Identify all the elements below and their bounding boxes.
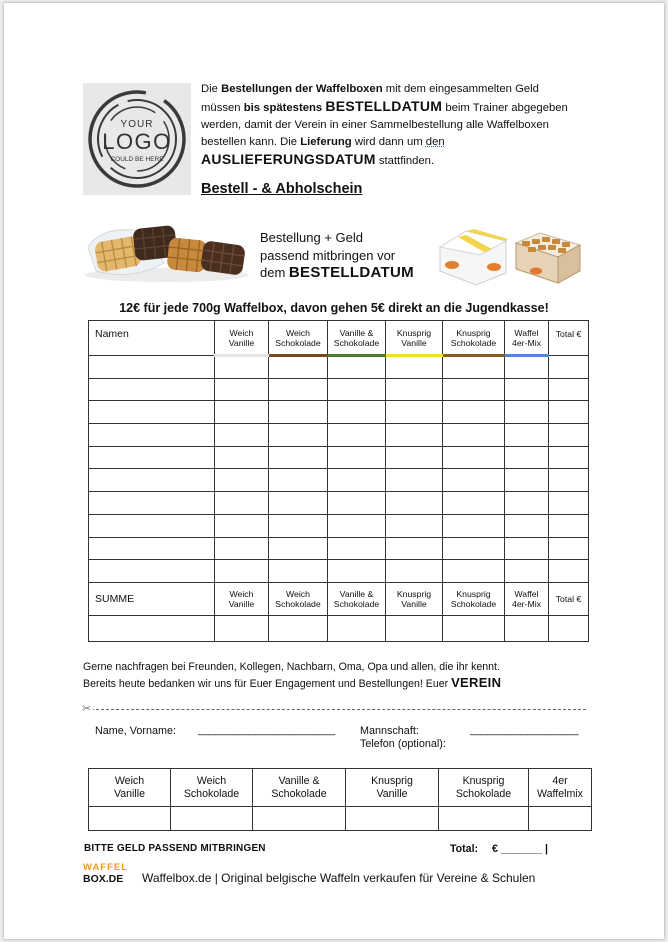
column-header-line1: Weich <box>229 588 254 599</box>
order-name-cell[interactable] <box>89 401 215 424</box>
order-qty-cell[interactable] <box>386 514 443 537</box>
order-qty-cell[interactable] <box>269 560 328 583</box>
thanks-paragraph <box>83 659 501 692</box>
slip-column-header <box>346 769 439 807</box>
order-qty-cell[interactable] <box>269 401 328 424</box>
order-qty-cell[interactable] <box>443 537 505 560</box>
intro-bold: Bestellungen der Waffelboxen <box>221 83 383 95</box>
slip-column-header <box>529 769 592 807</box>
column-header <box>505 321 549 356</box>
names-header: Namen <box>89 321 215 356</box>
slip-input-row <box>89 807 592 831</box>
order-qty-cell[interactable] <box>328 446 386 469</box>
column-header-line1: Knusprig <box>456 327 491 338</box>
column-header <box>549 582 589 615</box>
column-header-line1: Weich <box>286 327 310 338</box>
order-qty-cell[interactable] <box>215 401 269 424</box>
sum-cell[interactable] <box>443 615 505 641</box>
waffle-boxes-photo <box>436 225 582 287</box>
logo-placeholder <box>83 83 191 195</box>
column-header-line1: Knusprig <box>396 327 432 338</box>
brand-logo-top: WAFFEL <box>83 862 129 873</box>
column-header-line2: Vanille <box>401 598 427 609</box>
order-qty-cell[interactable] <box>386 378 443 401</box>
slip-column-header-line2: Waffelmix <box>537 787 583 800</box>
column-header-line1: Weich <box>286 588 310 599</box>
order-qty-cell[interactable] <box>386 424 443 447</box>
order-qty-cell[interactable] <box>443 446 505 469</box>
slip-cell[interactable] <box>253 807 346 831</box>
slip-column-header-line1: 4er <box>552 775 568 787</box>
brand-logo <box>83 863 131 889</box>
order-qty-cell[interactable] <box>549 401 589 424</box>
bring-line: passend mitbringen vor <box>260 247 396 263</box>
document-page <box>4 3 664 939</box>
order-qty-cell[interactable] <box>386 537 443 560</box>
column-header-line1: Vanille & <box>339 588 374 599</box>
column-header-line1: Knusprig <box>456 588 491 599</box>
slip-column-header-line1: Vanille & <box>278 775 320 787</box>
order-qty-cell[interactable] <box>215 560 269 583</box>
intro-paragraph <box>201 81 601 170</box>
logo-ring-graphic <box>83 83 191 195</box>
order-qty-cell[interactable] <box>386 356 443 379</box>
footer-tagline: Waffelbox.de | Original belgische Waffeln verkaufen für Vereine & Schulen <box>142 871 536 885</box>
order-qty-cell[interactable] <box>549 514 589 537</box>
order-qty-cell[interactable] <box>505 560 549 583</box>
order-row <box>89 446 589 469</box>
sum-header-row <box>89 582 589 615</box>
slip-cell[interactable] <box>171 807 253 831</box>
column-header-line2: Vanille <box>228 337 255 348</box>
sum-cell[interactable] <box>328 615 386 641</box>
order-row <box>89 560 589 583</box>
order-qty-cell[interactable] <box>505 424 549 447</box>
name-label: Name, Vorname: <box>95 725 177 737</box>
slip-column-header <box>89 769 171 807</box>
slip-header-row <box>89 769 592 807</box>
order-qty-cell[interactable] <box>549 446 589 469</box>
intro-text: beim Trainer abgegeben <box>442 102 568 114</box>
slip-column-header-line2: Vanille <box>376 787 408 800</box>
team-label: Mannschaft: <box>360 725 419 737</box>
column-header <box>328 582 386 615</box>
order-qty-cell[interactable] <box>215 514 269 537</box>
order-qty-cell[interactable] <box>505 537 549 560</box>
delivery-date-placeholder: AUSLIEFERUNGSDATUM <box>201 151 376 167</box>
order-rows <box>89 356 589 583</box>
total-label: Total: <box>450 843 479 855</box>
order-qty-cell[interactable] <box>505 378 549 401</box>
scissors-icon: ✂ <box>82 703 92 715</box>
order-qty-cell[interactable] <box>505 356 549 379</box>
order-qty-cell[interactable] <box>549 537 589 560</box>
order-qty-cell[interactable] <box>269 537 328 560</box>
order-qty-cell[interactable] <box>328 356 386 379</box>
intro-text: mit dem eingesammelten Geld <box>382 83 539 95</box>
column-header-line1: Total € <box>555 593 582 604</box>
column-header-line2: 4er-Mix <box>512 337 541 348</box>
phone-label: Telefon (optional): <box>360 738 446 750</box>
slip-column-header-line2: Schokolade <box>271 787 327 800</box>
name-field[interactable]: ________________________ <box>198 724 335 736</box>
slip-order-table <box>88 768 592 831</box>
column-header <box>386 321 443 356</box>
order-row <box>89 356 589 379</box>
sum-cell[interactable] <box>386 615 443 641</box>
bring-line: Bestellung + Geld <box>260 230 363 245</box>
order-name-cell[interactable] <box>89 537 215 560</box>
column-header-line2: Schokolade <box>333 598 380 609</box>
pay-exact-note: BITTE GELD PASSEND MITBRINGEN <box>84 843 266 854</box>
intro-text: stattfinden. <box>375 155 435 167</box>
logo-text-top: YOUR <box>120 119 154 130</box>
order-qty-cell[interactable] <box>215 446 269 469</box>
bring-line: dem <box>260 265 289 280</box>
order-row <box>89 401 589 424</box>
slip-column-header-line1: Knusprig <box>371 775 413 787</box>
cut-line <box>86 709 586 710</box>
order-qty-cell[interactable] <box>328 514 386 537</box>
total-field[interactable]: € _______ | <box>492 843 548 855</box>
order-qty-cell[interactable] <box>549 356 589 379</box>
column-header-line2: Schokolade <box>450 598 497 609</box>
order-qty-cell[interactable] <box>505 514 549 537</box>
order-qty-cell[interactable] <box>215 424 269 447</box>
order-qty-cell[interactable] <box>215 378 269 401</box>
order-row <box>89 492 589 515</box>
column-header <box>215 321 269 356</box>
sum-cell[interactable] <box>269 615 328 641</box>
order-qty-cell[interactable] <box>549 492 589 515</box>
thanks-line: Bereits heute bedanken wir uns für Euer Engagement und Bestellungen! Euer <box>83 678 452 690</box>
sum-cell[interactable] <box>89 615 215 641</box>
order-row <box>89 514 589 537</box>
logo-text-sub: COULD BE HERE <box>110 156 164 163</box>
waffles-illustration <box>82 217 252 283</box>
order-qty-cell[interactable] <box>443 492 505 515</box>
intro-text-flagged: den <box>425 136 445 148</box>
order-qty-cell[interactable] <box>269 514 328 537</box>
column-header <box>269 321 328 356</box>
order-name-cell[interactable] <box>89 514 215 537</box>
order-qty-cell[interactable] <box>269 424 328 447</box>
logo-text-main: LOGO <box>102 129 172 154</box>
order-qty-cell[interactable] <box>443 560 505 583</box>
column-header-line2: Vanille <box>401 337 427 348</box>
column-header <box>215 582 269 615</box>
slip-column-header-line1: Weich <box>114 775 145 787</box>
order-qty-cell[interactable] <box>328 560 386 583</box>
page-title: Bestell - & Abholschein <box>201 181 363 197</box>
order-qty-cell[interactable] <box>269 378 328 401</box>
order-name-cell[interactable] <box>89 560 215 583</box>
column-header <box>386 582 443 615</box>
column-header-line2: 4er-Mix <box>512 598 541 609</box>
order-row <box>89 424 589 447</box>
order-qty-cell[interactable] <box>386 401 443 424</box>
slip-cell[interactable] <box>346 807 439 831</box>
team-field[interactable]: ___________________ <box>470 724 579 736</box>
order-date-placeholder: BESTELLDATUM <box>288 264 414 281</box>
column-header <box>443 321 505 356</box>
order-row <box>89 469 589 492</box>
order-qty-cell[interactable] <box>328 378 386 401</box>
club-name-placeholder: VEREIN <box>451 675 502 690</box>
order-header-row <box>89 321 589 356</box>
column-header <box>549 321 589 356</box>
order-qty-cell[interactable] <box>443 378 505 401</box>
order-qty-cell[interactable] <box>505 469 549 492</box>
slip-column-header-line2: Schokolade <box>183 787 240 800</box>
order-qty-cell[interactable] <box>269 492 328 515</box>
slip-column-header-line2: Vanille <box>113 787 145 800</box>
intro-bold: bis spätestens <box>243 102 323 114</box>
order-name-cell[interactable] <box>89 469 215 492</box>
sum-cell[interactable] <box>215 615 269 641</box>
order-qty-cell[interactable] <box>328 401 386 424</box>
bring-money-note <box>260 229 414 282</box>
intro-text: wird dann um <box>351 136 426 148</box>
order-qty-cell[interactable] <box>328 469 386 492</box>
order-date-placeholder: BESTELLDATUM <box>325 98 443 114</box>
sum-row <box>89 615 589 641</box>
order-qty-cell[interactable] <box>215 537 269 560</box>
order-qty-cell[interactable] <box>549 378 589 401</box>
order-qty-cell[interactable] <box>549 424 589 447</box>
intro-bold: Lieferung <box>300 136 352 148</box>
order-qty-cell[interactable] <box>443 356 505 379</box>
intro-text: werden, damit der Verein in einer Sammelbestellung alle Waffelboxen <box>201 119 549 131</box>
column-header-line1: Waffel <box>514 588 539 599</box>
order-name-cell[interactable] <box>89 356 215 379</box>
order-qty-cell[interactable] <box>215 469 269 492</box>
order-name-cell[interactable] <box>89 378 215 401</box>
order-qty-cell[interactable] <box>328 492 386 515</box>
column-header-line2: Schokolade <box>275 598 321 609</box>
order-qty-cell[interactable] <box>328 424 386 447</box>
brand-logo-bottom: BOX.DE <box>83 873 124 885</box>
slip-cell[interactable] <box>439 807 529 831</box>
slip-column-header <box>253 769 346 807</box>
order-qty-cell[interactable] <box>443 401 505 424</box>
intro-text: Die <box>201 83 222 95</box>
thanks-line: Gerne nachfragen bei Freunden, Kollegen, Nachbarn, Oma, Opa und allen, die ihr kennt. <box>83 661 500 673</box>
slip-column-header-line1: Weich <box>196 775 227 787</box>
column-header-line1: Weich <box>229 327 254 338</box>
order-name-cell[interactable] <box>89 446 215 469</box>
order-row <box>89 378 589 401</box>
column-header-line2: Schokolade <box>275 337 321 348</box>
column-header-line1: Knusprig <box>396 588 432 599</box>
column-header-line2: Vanille <box>228 598 255 609</box>
order-qty-cell[interactable] <box>443 424 505 447</box>
column-header-line2: Schokolade <box>450 337 497 348</box>
sum-cell[interactable] <box>549 615 589 641</box>
order-qty-cell[interactable] <box>549 469 589 492</box>
order-qty-cell[interactable] <box>269 356 328 379</box>
column-header-line1: Total € <box>555 329 582 339</box>
order-qty-cell[interactable] <box>505 492 549 515</box>
slip-column-header-line1: Knusprig <box>462 775 505 787</box>
order-qty-cell[interactable] <box>386 560 443 583</box>
order-qty-cell[interactable] <box>386 492 443 515</box>
order-name-cell[interactable] <box>89 424 215 447</box>
intro-text: bestellen kann. Die <box>201 136 301 148</box>
order-qty-cell[interactable] <box>505 446 549 469</box>
slip-cell[interactable] <box>529 807 592 831</box>
column-header-line1: Vanille & <box>339 327 374 338</box>
order-qty-cell[interactable] <box>328 537 386 560</box>
order-qty-cell[interactable] <box>269 446 328 469</box>
column-header <box>505 582 549 615</box>
order-qty-cell[interactable] <box>215 356 269 379</box>
order-row <box>89 537 589 560</box>
waffles-photo <box>82 217 252 283</box>
order-table <box>88 320 589 642</box>
slip-cell[interactable] <box>89 807 171 831</box>
column-header <box>328 321 386 356</box>
order-name-cell[interactable] <box>89 492 215 515</box>
column-header <box>269 582 328 615</box>
sum-cell[interactable] <box>505 615 549 641</box>
column-header-line2: Schokolade <box>333 337 380 348</box>
order-qty-cell[interactable] <box>386 469 443 492</box>
intro-text: müssen <box>201 102 244 114</box>
order-qty-cell[interactable] <box>386 446 443 469</box>
order-qty-cell[interactable] <box>443 514 505 537</box>
column-header <box>443 582 505 615</box>
order-qty-cell[interactable] <box>443 469 505 492</box>
order-qty-cell[interactable] <box>505 401 549 424</box>
price-note: 12€ für jede 700g Waffelbox, davon gehen 5€ direkt an die Jugendkasse! <box>119 301 549 315</box>
order-qty-cell[interactable] <box>549 560 589 583</box>
slip-column-header <box>171 769 253 807</box>
slip-column-header <box>439 769 529 807</box>
sum-label: SUMME <box>89 582 215 615</box>
slip-column-header-line2: Schokolade <box>455 787 512 800</box>
order-qty-cell[interactable] <box>269 469 328 492</box>
order-qty-cell[interactable] <box>215 492 269 515</box>
boxes-illustration <box>436 225 582 287</box>
column-header-line1: Waffel <box>514 327 539 338</box>
